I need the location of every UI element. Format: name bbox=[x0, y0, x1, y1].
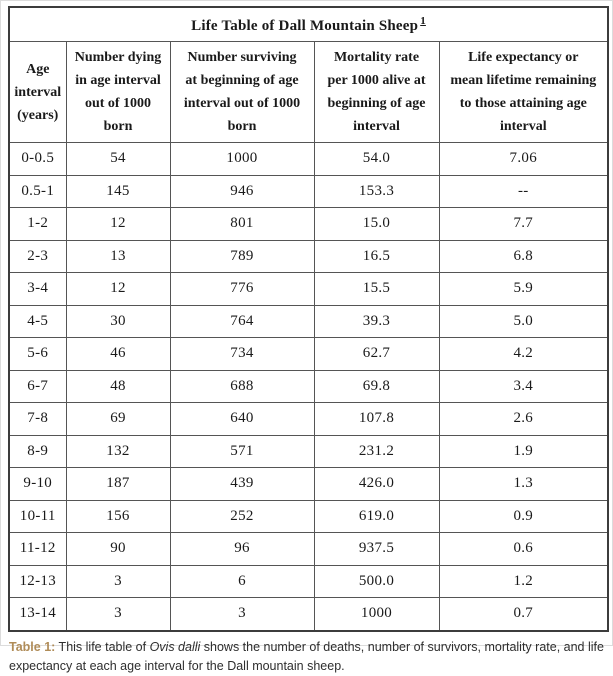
table-title bbox=[9, 7, 608, 42]
header-line: to those attaining age bbox=[442, 92, 606, 115]
table-cell: 2-3 bbox=[9, 240, 66, 273]
header-line: Number surviving bbox=[173, 46, 312, 69]
table-cell: 231.2 bbox=[314, 435, 439, 468]
table-cell: 96 bbox=[170, 533, 314, 566]
table-cell: 734 bbox=[170, 338, 314, 371]
table-cell: 6-7 bbox=[9, 370, 66, 403]
header-line: out of 1000 bbox=[69, 92, 168, 115]
title-row bbox=[9, 7, 608, 42]
table-row bbox=[9, 338, 608, 371]
caption-text-after: shows the number of deaths, number of survivors, mortality rate, and life expectancy at each age interval for the Dall mountain sheep. bbox=[9, 640, 604, 673]
table-row bbox=[9, 403, 608, 436]
table-cell: 15.5 bbox=[314, 273, 439, 306]
column-header-number-surviving bbox=[170, 42, 314, 143]
table-cell: 30 bbox=[66, 305, 170, 338]
footnote-ref[interactable]: 1 bbox=[420, 15, 426, 27]
table-row bbox=[9, 208, 608, 241]
table-caption bbox=[9, 638, 605, 676]
table-row bbox=[9, 370, 608, 403]
column-header-number-dying bbox=[66, 42, 170, 143]
table-row bbox=[9, 565, 608, 598]
table-cell: 0.5-1 bbox=[9, 175, 66, 208]
table-cell: 1.3 bbox=[439, 468, 608, 501]
column-header-mortality-rate bbox=[314, 42, 439, 143]
header-line: interval bbox=[442, 115, 606, 138]
table-cell: 6.8 bbox=[439, 240, 608, 273]
table-cell: -- bbox=[439, 175, 608, 208]
table-cell: 3.4 bbox=[439, 370, 608, 403]
table-cell: 90 bbox=[66, 533, 170, 566]
header-line: Life expectancy or bbox=[442, 46, 606, 69]
table-cell: 1-2 bbox=[9, 208, 66, 241]
table-row bbox=[9, 175, 608, 208]
table-cell: 9-10 bbox=[9, 468, 66, 501]
header-line: at beginning of age bbox=[173, 69, 312, 92]
table-cell: 13-14 bbox=[9, 598, 66, 631]
table-cell: 0.9 bbox=[439, 500, 608, 533]
table-cell: 54.0 bbox=[314, 143, 439, 176]
caption-label: Table 1: bbox=[9, 640, 55, 654]
table-cell: 3-4 bbox=[9, 273, 66, 306]
table-cell: 46 bbox=[66, 338, 170, 371]
table-cell: 54 bbox=[66, 143, 170, 176]
table-cell: 619.0 bbox=[314, 500, 439, 533]
caption-species-name: Ovis dalli bbox=[150, 640, 201, 654]
table-cell: 187 bbox=[66, 468, 170, 501]
table-cell: 69 bbox=[66, 403, 170, 436]
table-cell: 39.3 bbox=[314, 305, 439, 338]
table-row bbox=[9, 435, 608, 468]
table-row bbox=[9, 598, 608, 631]
header-row bbox=[9, 42, 608, 143]
table-cell: 1.2 bbox=[439, 565, 608, 598]
table-row bbox=[9, 533, 608, 566]
table-cell: 2.6 bbox=[439, 403, 608, 436]
header-line: born bbox=[173, 115, 312, 138]
table-cell: 153.3 bbox=[314, 175, 439, 208]
table-cell: 8-9 bbox=[9, 435, 66, 468]
table-cell: 16.5 bbox=[314, 240, 439, 273]
table-cell: 156 bbox=[66, 500, 170, 533]
table-title-text: Life Table of Dall Mountain Sheep bbox=[191, 18, 418, 34]
table-cell: 500.0 bbox=[314, 565, 439, 598]
table-row bbox=[9, 305, 608, 338]
header-line: Number dying bbox=[69, 46, 168, 69]
table-cell: 789 bbox=[170, 240, 314, 273]
table-cell: 13 bbox=[66, 240, 170, 273]
caption-text-before: This life table of bbox=[55, 640, 149, 654]
table-row bbox=[9, 240, 608, 273]
header-line: Mortality rate bbox=[317, 46, 437, 69]
table-cell: 12-13 bbox=[9, 565, 66, 598]
table-cell: 132 bbox=[66, 435, 170, 468]
table-cell: 6 bbox=[170, 565, 314, 598]
table-cell: 15.0 bbox=[314, 208, 439, 241]
table-cell: 571 bbox=[170, 435, 314, 468]
header-line: interval bbox=[12, 81, 64, 104]
table-cell: 946 bbox=[170, 175, 314, 208]
table-cell: 7-8 bbox=[9, 403, 66, 436]
table-cell: 11-12 bbox=[9, 533, 66, 566]
table-cell: 5.9 bbox=[439, 273, 608, 306]
table-cell: 426.0 bbox=[314, 468, 439, 501]
header-line: (years) bbox=[12, 104, 64, 127]
column-header-age-interval bbox=[9, 42, 66, 143]
table-row bbox=[9, 468, 608, 501]
table-cell: 640 bbox=[170, 403, 314, 436]
table-cell: 0.7 bbox=[439, 598, 608, 631]
table-cell: 62.7 bbox=[314, 338, 439, 371]
table-cell: 12 bbox=[66, 208, 170, 241]
life-table bbox=[8, 6, 609, 632]
table-cell: 3 bbox=[66, 565, 170, 598]
table-cell: 3 bbox=[170, 598, 314, 631]
table-cell: 937.5 bbox=[314, 533, 439, 566]
header-line: in age interval bbox=[69, 69, 168, 92]
table-cell: 10-11 bbox=[9, 500, 66, 533]
column-header-life-expectancy bbox=[439, 42, 608, 143]
header-line: interval bbox=[317, 115, 437, 138]
table-cell: 801 bbox=[170, 208, 314, 241]
header-line: interval out of 1000 bbox=[173, 92, 312, 115]
table-cell: 3 bbox=[66, 598, 170, 631]
table-cell: 0.6 bbox=[439, 533, 608, 566]
table-cell: 4-5 bbox=[9, 305, 66, 338]
table-cell: 688 bbox=[170, 370, 314, 403]
table-cell: 107.8 bbox=[314, 403, 439, 436]
table-cell: 5-6 bbox=[9, 338, 66, 371]
table-cell: 1000 bbox=[170, 143, 314, 176]
table-cell: 1.9 bbox=[439, 435, 608, 468]
table-cell: 7.7 bbox=[439, 208, 608, 241]
table-cell: 48 bbox=[66, 370, 170, 403]
table-cell: 764 bbox=[170, 305, 314, 338]
header-line: beginning of age bbox=[317, 92, 437, 115]
header-line: mean lifetime remaining bbox=[442, 69, 606, 92]
header-line: born bbox=[69, 115, 168, 138]
table-cell: 0-0.5 bbox=[9, 143, 66, 176]
table-cell: 7.06 bbox=[439, 143, 608, 176]
table-cell: 252 bbox=[170, 500, 314, 533]
table-row bbox=[9, 143, 608, 176]
table-cell: 69.8 bbox=[314, 370, 439, 403]
table-row bbox=[9, 500, 608, 533]
table-row bbox=[9, 273, 608, 306]
table-cell: 1000 bbox=[314, 598, 439, 631]
table-cell: 4.2 bbox=[439, 338, 608, 371]
table-cell: 145 bbox=[66, 175, 170, 208]
table-cell: 5.0 bbox=[439, 305, 608, 338]
table-cell: 12 bbox=[66, 273, 170, 306]
header-line: Age bbox=[12, 58, 64, 81]
table-cell: 439 bbox=[170, 468, 314, 501]
table-cell: 776 bbox=[170, 273, 314, 306]
header-line: per 1000 alive at bbox=[317, 69, 437, 92]
